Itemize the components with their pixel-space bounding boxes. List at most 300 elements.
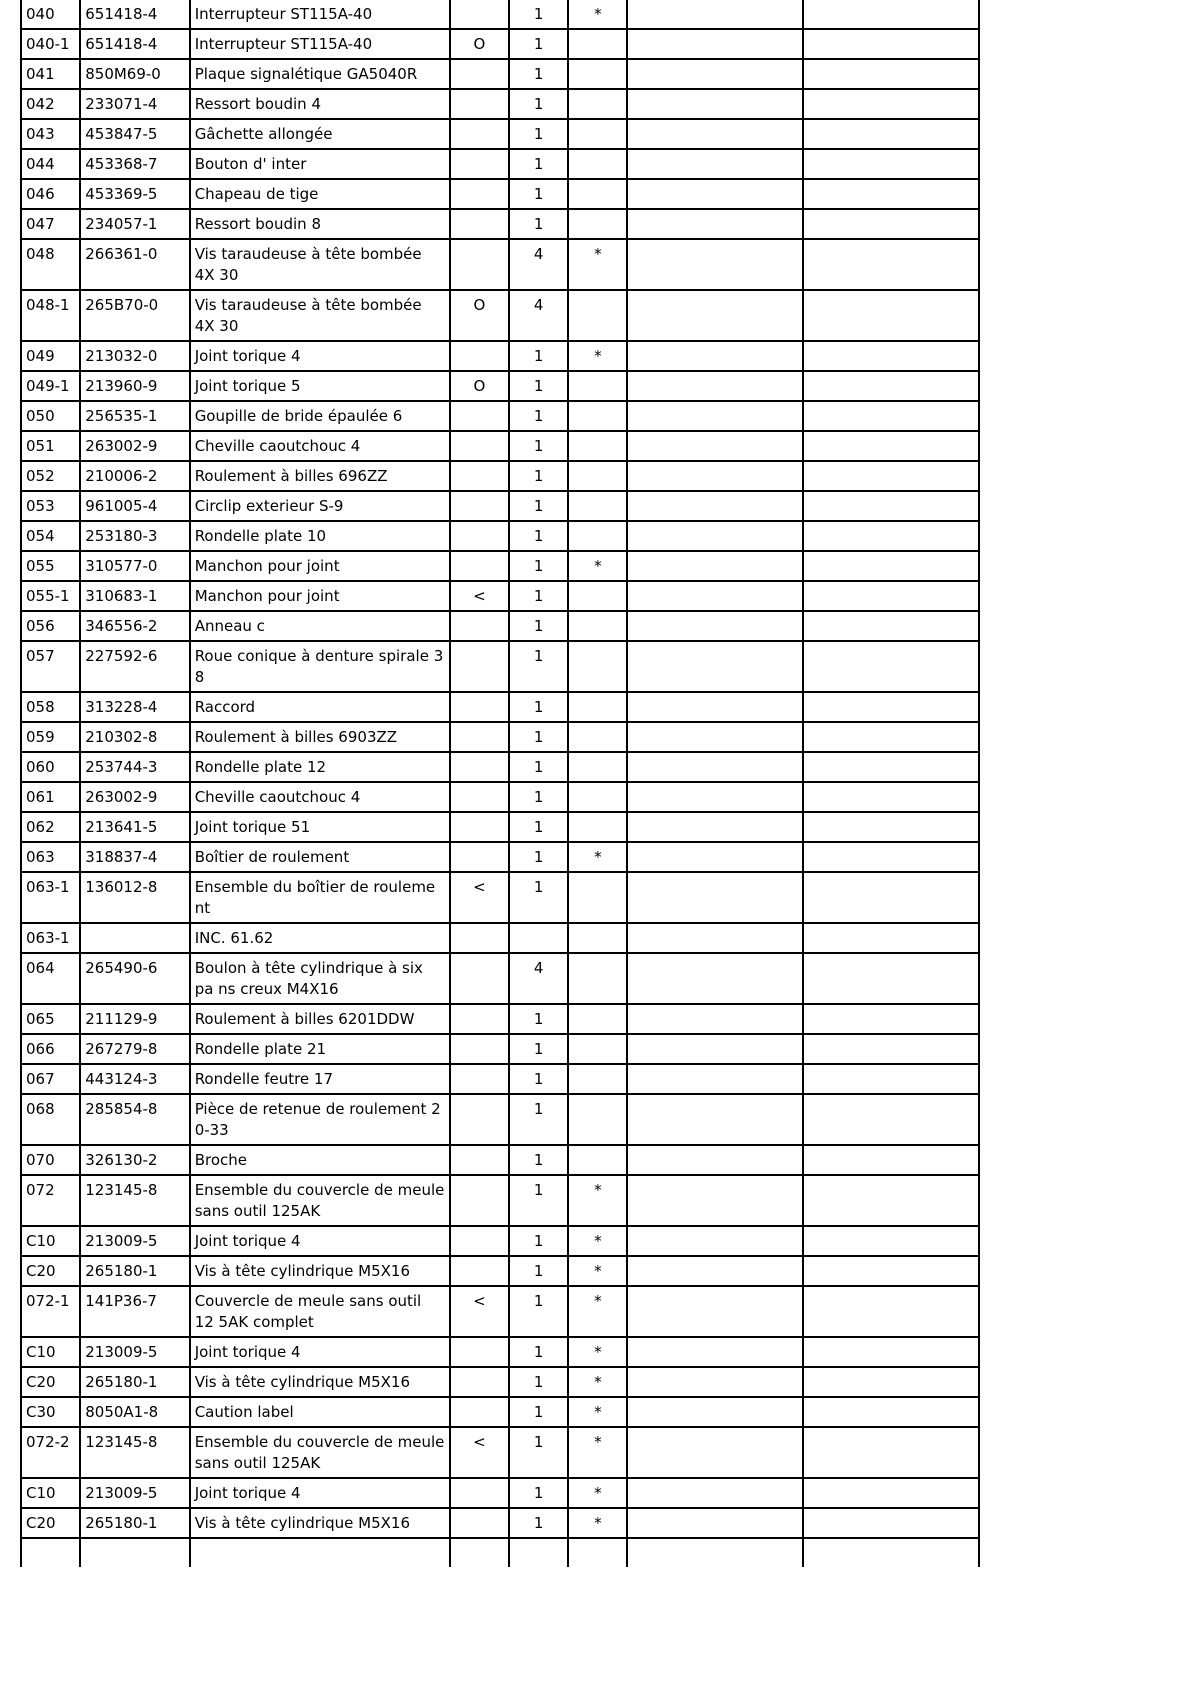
note-cell xyxy=(450,1145,509,1175)
table-row xyxy=(21,1094,979,1145)
mark-cell: * xyxy=(568,842,627,872)
mark-cell: * xyxy=(568,1226,627,1256)
description-cell: Vis à tête cylindrique M5X16 xyxy=(190,1367,450,1397)
note-cell xyxy=(450,59,509,89)
mark-cell: * xyxy=(568,551,627,581)
table-row xyxy=(21,812,979,842)
mark-cell: * xyxy=(568,1397,627,1427)
empty-cell xyxy=(627,1145,803,1175)
item-number-cell: 063-1 xyxy=(21,872,80,923)
empty-cell xyxy=(803,923,979,953)
empty-cell xyxy=(627,341,803,371)
part-number-cell: 123145-8 xyxy=(80,1427,189,1478)
mark-cell xyxy=(568,1094,627,1145)
table-row xyxy=(21,1064,979,1094)
description-cell: Bouton d' inter xyxy=(190,149,450,179)
description-cell: Ensemble du couvercle de meule sans outil 125AK xyxy=(190,1175,450,1226)
note-cell xyxy=(450,179,509,209)
quantity-cell: 1 xyxy=(509,1034,568,1064)
part-number-cell: 267279-8 xyxy=(80,1034,189,1064)
table-row xyxy=(21,782,979,812)
note-cell xyxy=(450,1256,509,1286)
quantity-cell: 1 xyxy=(509,401,568,431)
description-cell: Chapeau de tige xyxy=(190,179,450,209)
description-cell: Caution label xyxy=(190,1397,450,1427)
description-cell: Pièce de retenue de roulement 2 0-33 xyxy=(190,1094,450,1145)
quantity-cell: 1 xyxy=(509,641,568,692)
empty-cell xyxy=(627,119,803,149)
quantity-cell: 4 xyxy=(509,239,568,290)
table-row xyxy=(21,1538,979,1567)
note-cell: < xyxy=(450,1427,509,1478)
description-cell: Manchon pour joint xyxy=(190,581,450,611)
part-number-cell: 453368-7 xyxy=(80,149,189,179)
quantity-cell: 1 xyxy=(509,29,568,59)
empty-cell xyxy=(803,1286,979,1337)
note-cell xyxy=(450,611,509,641)
table-row xyxy=(21,431,979,461)
mark-cell: * xyxy=(568,1427,627,1478)
quantity-cell: 1 xyxy=(509,59,568,89)
mark-cell: * xyxy=(568,1337,627,1367)
item-number-cell: 049-1 xyxy=(21,371,80,401)
empty-cell xyxy=(627,431,803,461)
table-row xyxy=(21,1478,979,1508)
item-number-cell: 065 xyxy=(21,1004,80,1034)
note-cell xyxy=(450,692,509,722)
note-cell xyxy=(450,1094,509,1145)
item-number-cell: 040-1 xyxy=(21,29,80,59)
part-number-cell: 265180-1 xyxy=(80,1256,189,1286)
item-number-cell: 056 xyxy=(21,611,80,641)
description-cell: Cheville caoutchouc 4 xyxy=(190,782,450,812)
quantity-cell: 1 xyxy=(509,551,568,581)
mark-cell: * xyxy=(568,1256,627,1286)
item-number-cell: 052 xyxy=(21,461,80,491)
empty-cell xyxy=(803,461,979,491)
empty-cell xyxy=(803,1397,979,1427)
empty-cell xyxy=(803,551,979,581)
part-number-cell: 211129-9 xyxy=(80,1004,189,1034)
empty-cell xyxy=(803,521,979,551)
part-number-cell: 318837-4 xyxy=(80,842,189,872)
table-row xyxy=(21,1427,979,1478)
empty-cell xyxy=(803,149,979,179)
item-number-cell: 068 xyxy=(21,1094,80,1145)
part-number-cell: 213009-5 xyxy=(80,1478,189,1508)
note-cell xyxy=(450,551,509,581)
empty-cell xyxy=(803,89,979,119)
part-number-cell: 8050A1-8 xyxy=(80,1397,189,1427)
quantity-cell: 1 xyxy=(509,752,568,782)
quantity-cell: 1 xyxy=(509,611,568,641)
note-cell xyxy=(450,1034,509,1064)
description-cell: Cheville caoutchouc 4 xyxy=(190,431,450,461)
quantity-cell: 1 xyxy=(509,1145,568,1175)
empty-cell xyxy=(803,692,979,722)
empty-cell xyxy=(568,1538,627,1567)
item-number-cell: 048-1 xyxy=(21,290,80,341)
mark-cell xyxy=(568,923,627,953)
description-cell: Interrupteur ST115A-40 xyxy=(190,29,450,59)
note-cell xyxy=(450,923,509,953)
empty-cell xyxy=(803,842,979,872)
empty-cell xyxy=(803,611,979,641)
empty-cell xyxy=(803,0,979,29)
quantity-cell: 1 xyxy=(509,812,568,842)
empty-cell xyxy=(803,491,979,521)
part-number-cell: 213641-5 xyxy=(80,812,189,842)
empty-cell xyxy=(627,953,803,1004)
part-number-cell: 265490-6 xyxy=(80,953,189,1004)
mark-cell xyxy=(568,1034,627,1064)
note-cell xyxy=(450,1175,509,1226)
item-number-cell: 049 xyxy=(21,341,80,371)
mark-cell xyxy=(568,1145,627,1175)
quantity-cell xyxy=(509,923,568,953)
item-number-cell: C10 xyxy=(21,1337,80,1367)
quantity-cell: 1 xyxy=(509,1256,568,1286)
description-cell: Roulement à billes 6201DDW xyxy=(190,1004,450,1034)
item-number-cell: 055 xyxy=(21,551,80,581)
item-number-cell: 064 xyxy=(21,953,80,1004)
empty-cell xyxy=(627,1337,803,1367)
mark-cell xyxy=(568,59,627,89)
empty-cell xyxy=(803,1064,979,1094)
empty-cell xyxy=(803,119,979,149)
item-number-cell: 072-2 xyxy=(21,1427,80,1478)
item-number-cell: 044 xyxy=(21,149,80,179)
description-cell: Boulon à tête cylindrique à six pa ns creux M4X16 xyxy=(190,953,450,1004)
table-row xyxy=(21,1337,979,1367)
empty-cell xyxy=(190,1538,450,1567)
quantity-cell: 1 xyxy=(509,1367,568,1397)
part-number-cell: 443124-3 xyxy=(80,1064,189,1094)
description-cell: Joint torique 4 xyxy=(190,1337,450,1367)
mark-cell xyxy=(568,89,627,119)
part-number-cell: 263002-9 xyxy=(80,431,189,461)
note-cell xyxy=(450,149,509,179)
empty-cell xyxy=(21,1538,80,1567)
part-number-cell: 285854-8 xyxy=(80,1094,189,1145)
quantity-cell: 1 xyxy=(509,581,568,611)
mark-cell xyxy=(568,209,627,239)
empty-cell xyxy=(803,209,979,239)
quantity-cell: 1 xyxy=(509,431,568,461)
table-row xyxy=(21,692,979,722)
mark-cell: * xyxy=(568,1367,627,1397)
description-cell: Vis à tête cylindrique M5X16 xyxy=(190,1256,450,1286)
part-number-cell: 850M69-0 xyxy=(80,59,189,89)
item-number-cell: 059 xyxy=(21,722,80,752)
part-number-cell: 256535-1 xyxy=(80,401,189,431)
quantity-cell: 1 xyxy=(509,179,568,209)
empty-cell xyxy=(627,1226,803,1256)
empty-cell xyxy=(627,812,803,842)
parts-table xyxy=(20,0,980,1567)
part-number-cell: 210006-2 xyxy=(80,461,189,491)
note-cell xyxy=(450,722,509,752)
note-cell xyxy=(450,341,509,371)
quantity-cell: 1 xyxy=(509,1064,568,1094)
item-number-cell: 066 xyxy=(21,1034,80,1064)
mark-cell: * xyxy=(568,1478,627,1508)
table-row xyxy=(21,1004,979,1034)
parts-list-page xyxy=(20,0,980,1567)
empty-cell xyxy=(509,1538,568,1567)
parts-table-body xyxy=(21,0,979,1567)
empty-cell xyxy=(627,842,803,872)
empty-cell xyxy=(803,290,979,341)
description-cell: Anneau c xyxy=(190,611,450,641)
description-cell: Couvercle de meule sans outil 12 5AK complet xyxy=(190,1286,450,1337)
note-cell xyxy=(450,953,509,1004)
empty-cell xyxy=(627,0,803,29)
empty-cell xyxy=(803,1508,979,1538)
empty-cell xyxy=(803,1427,979,1478)
mark-cell: * xyxy=(568,1175,627,1226)
part-number-cell: 313228-4 xyxy=(80,692,189,722)
mark-cell xyxy=(568,461,627,491)
mark-cell: * xyxy=(568,0,627,29)
mark-cell xyxy=(568,119,627,149)
empty-cell xyxy=(627,59,803,89)
item-number-cell: 058 xyxy=(21,692,80,722)
empty-cell xyxy=(803,581,979,611)
part-number-cell: 234057-1 xyxy=(80,209,189,239)
item-number-cell: 062 xyxy=(21,812,80,842)
empty-cell xyxy=(627,401,803,431)
table-row xyxy=(21,842,979,872)
empty-cell xyxy=(803,341,979,371)
empty-cell xyxy=(627,782,803,812)
description-cell: Broche xyxy=(190,1145,450,1175)
description-cell: Joint torique 4 xyxy=(190,1478,450,1508)
table-row xyxy=(21,239,979,290)
table-row xyxy=(21,29,979,59)
empty-cell xyxy=(803,812,979,842)
mark-cell xyxy=(568,521,627,551)
empty-cell xyxy=(627,1034,803,1064)
part-number-cell: 213960-9 xyxy=(80,371,189,401)
empty-cell xyxy=(627,1175,803,1226)
empty-cell xyxy=(627,1397,803,1427)
table-row xyxy=(21,641,979,692)
description-cell: Vis taraudeuse à tête bombée 4X 30 xyxy=(190,239,450,290)
empty-cell xyxy=(627,521,803,551)
quantity-cell: 1 xyxy=(509,872,568,923)
description-cell: Circlip exterieur S-9 xyxy=(190,491,450,521)
mark-cell xyxy=(568,491,627,521)
note-cell xyxy=(450,842,509,872)
description-cell: Goupille de bride épaulée 6 xyxy=(190,401,450,431)
description-cell: Vis taraudeuse à tête bombée 4X 30 xyxy=(190,290,450,341)
part-number-cell: 961005-4 xyxy=(80,491,189,521)
part-number-cell: 141P36-7 xyxy=(80,1286,189,1337)
description-cell: Interrupteur ST115A-40 xyxy=(190,0,450,29)
empty-cell xyxy=(627,1538,803,1567)
empty-cell xyxy=(627,872,803,923)
mark-cell xyxy=(568,782,627,812)
empty-cell xyxy=(803,1226,979,1256)
empty-cell xyxy=(627,752,803,782)
item-number-cell: C20 xyxy=(21,1508,80,1538)
note-cell: < xyxy=(450,581,509,611)
note-cell xyxy=(450,491,509,521)
mark-cell xyxy=(568,290,627,341)
quantity-cell: 1 xyxy=(509,0,568,29)
mark-cell xyxy=(568,752,627,782)
empty-cell xyxy=(627,1064,803,1094)
empty-cell xyxy=(450,1538,509,1567)
mark-cell xyxy=(568,641,627,692)
quantity-cell: 1 xyxy=(509,371,568,401)
empty-cell xyxy=(803,953,979,1004)
table-row xyxy=(21,371,979,401)
quantity-cell: 4 xyxy=(509,953,568,1004)
part-number-cell: 233071-4 xyxy=(80,89,189,119)
part-number-cell: 213009-5 xyxy=(80,1226,189,1256)
description-cell: Boîtier de roulement xyxy=(190,842,450,872)
note-cell xyxy=(450,401,509,431)
empty-cell xyxy=(803,782,979,812)
table-row xyxy=(21,923,979,953)
part-number-cell: 123145-8 xyxy=(80,1175,189,1226)
table-row xyxy=(21,722,979,752)
note-cell xyxy=(450,461,509,491)
part-number-cell: 346556-2 xyxy=(80,611,189,641)
table-row xyxy=(21,752,979,782)
item-number-cell: C10 xyxy=(21,1478,80,1508)
empty-cell xyxy=(627,149,803,179)
mark-cell xyxy=(568,149,627,179)
mark-cell xyxy=(568,431,627,461)
quantity-cell: 1 xyxy=(509,842,568,872)
mark-cell xyxy=(568,1004,627,1034)
quantity-cell: 4 xyxy=(509,290,568,341)
table-row xyxy=(21,89,979,119)
item-number-cell: 067 xyxy=(21,1064,80,1094)
item-number-cell: 057 xyxy=(21,641,80,692)
table-row xyxy=(21,611,979,641)
description-cell: Ensemble du boîtier de rouleme nt xyxy=(190,872,450,923)
quantity-cell: 1 xyxy=(509,1397,568,1427)
empty-cell xyxy=(803,1094,979,1145)
table-row xyxy=(21,521,979,551)
note-cell xyxy=(450,1397,509,1427)
part-number-cell: 265180-1 xyxy=(80,1508,189,1538)
empty-cell xyxy=(80,1538,189,1567)
quantity-cell: 1 xyxy=(509,491,568,521)
empty-cell xyxy=(627,581,803,611)
item-number-cell: 060 xyxy=(21,752,80,782)
empty-cell xyxy=(803,752,979,782)
mark-cell: * xyxy=(568,341,627,371)
table-row xyxy=(21,1367,979,1397)
note-cell: < xyxy=(450,872,509,923)
empty-cell xyxy=(803,1256,979,1286)
item-number-cell: 048 xyxy=(21,239,80,290)
description-cell: Manchon pour joint xyxy=(190,551,450,581)
description-cell: Joint torique 4 xyxy=(190,341,450,371)
empty-cell xyxy=(627,611,803,641)
table-row xyxy=(21,1397,979,1427)
empty-cell xyxy=(803,1367,979,1397)
note-cell xyxy=(450,89,509,119)
description-cell: Rondelle plate 12 xyxy=(190,752,450,782)
note-cell xyxy=(450,1478,509,1508)
table-row xyxy=(21,341,979,371)
quantity-cell: 1 xyxy=(509,341,568,371)
quantity-cell: 1 xyxy=(509,782,568,812)
mark-cell xyxy=(568,872,627,923)
empty-cell xyxy=(803,29,979,59)
empty-cell xyxy=(627,1256,803,1286)
table-row xyxy=(21,1145,979,1175)
item-number-cell: 050 xyxy=(21,401,80,431)
part-number-cell: 651418-4 xyxy=(80,29,189,59)
part-number-cell: 263002-9 xyxy=(80,782,189,812)
quantity-cell: 1 xyxy=(509,1337,568,1367)
empty-cell xyxy=(803,1145,979,1175)
empty-cell xyxy=(627,461,803,491)
part-number-cell: 265180-1 xyxy=(80,1367,189,1397)
item-number-cell: C20 xyxy=(21,1367,80,1397)
description-cell: Joint torique 5 xyxy=(190,371,450,401)
empty-cell xyxy=(627,179,803,209)
empty-cell xyxy=(627,239,803,290)
mark-cell xyxy=(568,371,627,401)
description-cell: Vis à tête cylindrique M5X16 xyxy=(190,1508,450,1538)
quantity-cell: 1 xyxy=(509,1427,568,1478)
table-row xyxy=(21,179,979,209)
table-row xyxy=(21,953,979,1004)
description-cell: Joint torique 4 xyxy=(190,1226,450,1256)
quantity-cell: 1 xyxy=(509,119,568,149)
table-row xyxy=(21,1034,979,1064)
empty-cell xyxy=(803,872,979,923)
item-number-cell: 072-1 xyxy=(21,1286,80,1337)
item-number-cell: 047 xyxy=(21,209,80,239)
note-cell xyxy=(450,1004,509,1034)
table-row xyxy=(21,1226,979,1256)
quantity-cell: 1 xyxy=(509,1478,568,1508)
item-number-cell: 061 xyxy=(21,782,80,812)
note-cell: O xyxy=(450,290,509,341)
table-row xyxy=(21,461,979,491)
item-number-cell: 046 xyxy=(21,179,80,209)
part-number-cell: 453369-5 xyxy=(80,179,189,209)
mark-cell: * xyxy=(568,1508,627,1538)
table-row xyxy=(21,1175,979,1226)
empty-cell xyxy=(803,1175,979,1226)
empty-cell xyxy=(803,59,979,89)
mark-cell: * xyxy=(568,239,627,290)
table-row xyxy=(21,59,979,89)
description-cell: Roulement à billes 696ZZ xyxy=(190,461,450,491)
description-cell: Rondelle plate 21 xyxy=(190,1034,450,1064)
part-number-cell: 213009-5 xyxy=(80,1337,189,1367)
description-cell: Ressort boudin 4 xyxy=(190,89,450,119)
mark-cell xyxy=(568,611,627,641)
part-number-cell: 213032-0 xyxy=(80,341,189,371)
quantity-cell: 1 xyxy=(509,149,568,179)
empty-cell xyxy=(627,1004,803,1034)
table-row xyxy=(21,290,979,341)
part-number-cell: 253180-3 xyxy=(80,521,189,551)
note-cell xyxy=(450,1337,509,1367)
quantity-cell: 1 xyxy=(509,1175,568,1226)
